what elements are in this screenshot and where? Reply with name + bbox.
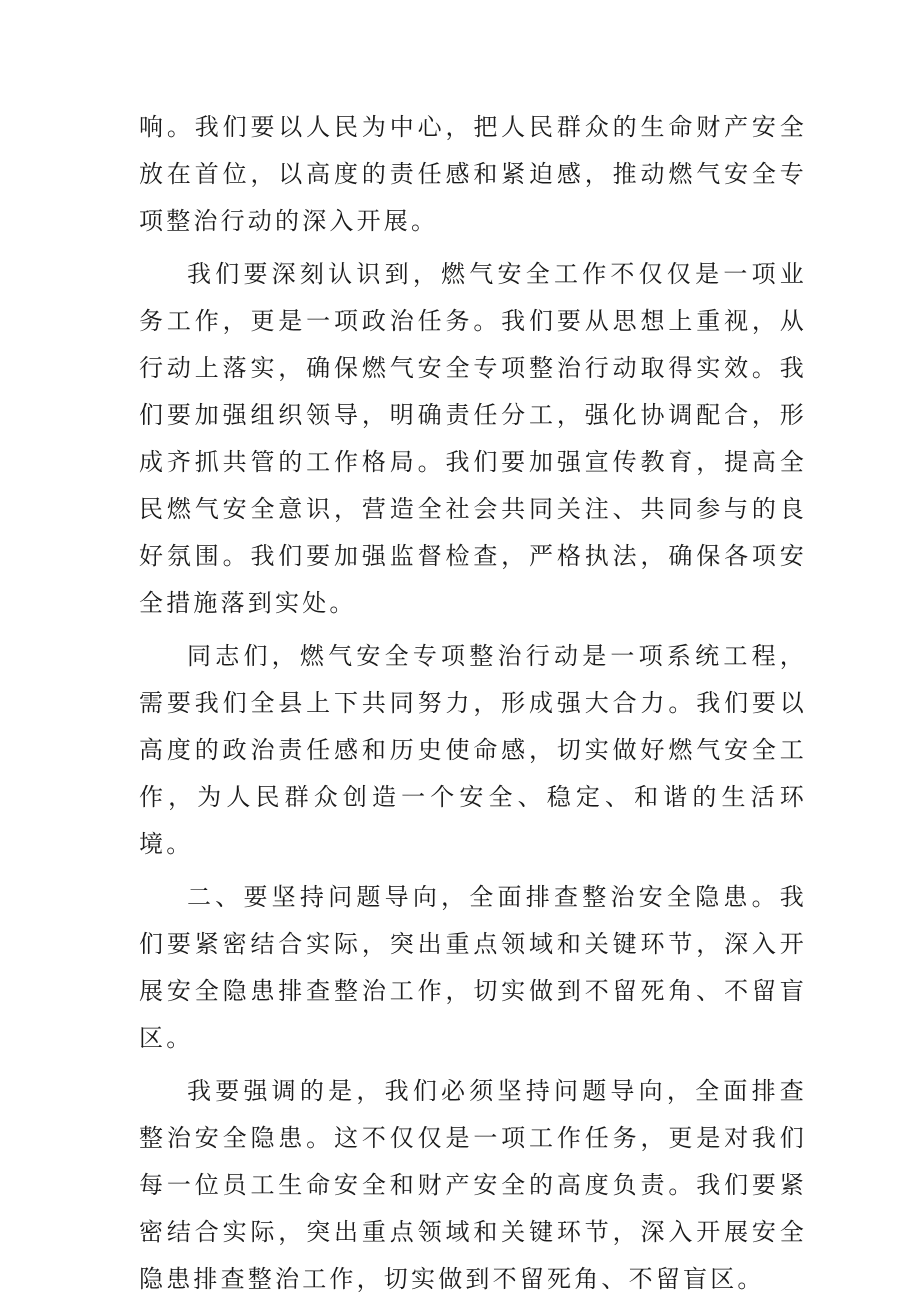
paragraph-continuation: 响。我们要以人民为中心，把人民群众的生命财产安全放在首位，以高度的责任感和紧迫感，推动燃气安全专项整治行动的深入开展。 xyxy=(139,113,807,235)
paragraph-section-two-heading: 二、要坚持问题导向，全面排查整治安全隐患。我们要紧密结合实际，突出重点领域和关键环节，深入开展安全隐患排查整治工作，切实做到不留死角、不留盲区。 xyxy=(139,883,807,1052)
paragraph-emphasis: 我要强调的是，我们必须坚持问题导向，全面排查整治安全隐患。这不仅仅是一项工作任务，更是对我们每一位员工生命安全和财产安全的高度负责。我们要紧密结合实际，突出重点领域和关键环节，深入开展安全隐患排查整治工作，切实做到不留死角、不留盲区。 xyxy=(139,1077,807,1293)
document-body xyxy=(139,104,807,1309)
paragraph-political-task: 我们要深刻认识到，燃气安全工作不仅仅是一项业务工作，更是一项政治任务。我们要从思想上重视，从行动上落实，确保燃气安全专项整治行动取得实效。我们要加强组织领导，明确责任分工，强化协调配合，形成齐抓共管的工作格局。我们要加强宣传教育，提高全民燃气安全意识，营造全社会共同关注、共同参与的良好氛围。我们要加强监督检查，严格执法，确保各项安全措施落到实处。 xyxy=(139,260,807,617)
paragraph-comrades: 同志们，燃气安全专项整治行动是一项系统工程，需要我们全县上下共同努力，形成强大合力。我们要以高度的政治责任感和历史使命感，切实做好燃气安全工作，为人民群众创造一个安全、稳定、和谐的生活环境。 xyxy=(139,642,807,858)
